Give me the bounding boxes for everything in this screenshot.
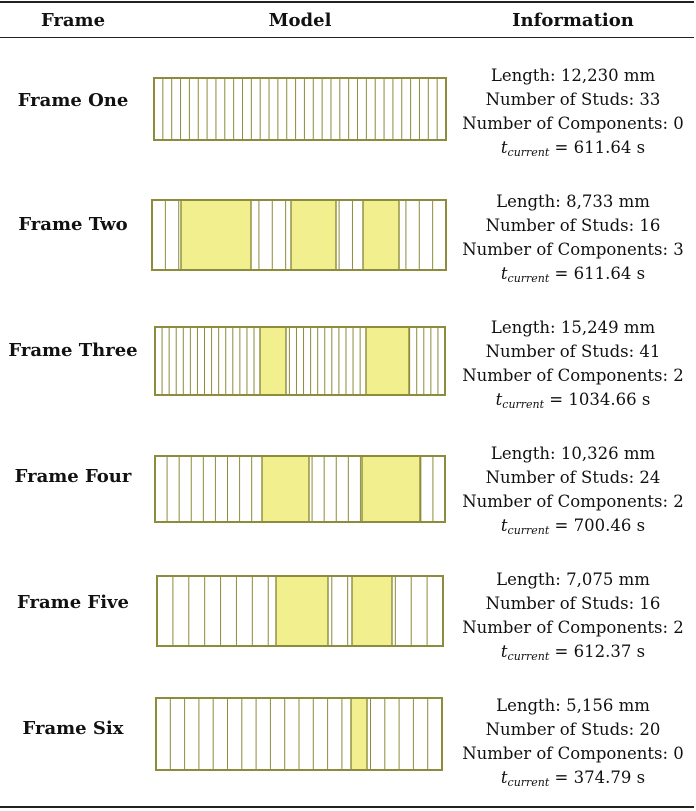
info-studs: Number of Studs: 20 bbox=[485, 720, 661, 739]
time-subscript: current bbox=[507, 146, 550, 159]
header-rule bbox=[0, 37, 694, 38]
time-subscript: current bbox=[507, 272, 550, 285]
component-panel bbox=[352, 577, 392, 645]
info-length: Length: 15,249 mm bbox=[490, 318, 656, 337]
component-panel bbox=[362, 457, 420, 521]
time-value: 612.37 s bbox=[573, 642, 646, 661]
time-symbol: t bbox=[500, 138, 508, 157]
frame-model-drawing bbox=[153, 77, 453, 141]
frame-row bbox=[0, 46, 696, 172]
frame-name: Frame Two bbox=[18, 214, 128, 235]
frame-row bbox=[0, 550, 696, 676]
time-equals: = bbox=[544, 390, 569, 409]
time-subscript: current bbox=[507, 524, 550, 537]
frame-name: Frame One bbox=[17, 90, 129, 111]
frame-model-drawing bbox=[151, 199, 451, 271]
frame-model-drawing bbox=[154, 455, 454, 523]
time-value: 611.64 s bbox=[573, 138, 646, 157]
frame-information bbox=[455, 694, 691, 795]
frame-model-drawing bbox=[155, 697, 455, 771]
info-time bbox=[455, 766, 691, 795]
time-equals: = bbox=[549, 138, 574, 157]
time-value: 374.79 s bbox=[573, 768, 646, 787]
info-time bbox=[455, 136, 691, 165]
component-panel bbox=[181, 201, 251, 269]
frame-model-svg bbox=[153, 77, 447, 141]
frame-model-drawing bbox=[154, 326, 454, 396]
info-length: Length: 10,326 mm bbox=[490, 444, 656, 463]
time-equals: = bbox=[549, 516, 574, 535]
frame-row bbox=[0, 676, 696, 802]
info-studs: Number of Studs: 41 bbox=[485, 342, 661, 361]
top-rule bbox=[0, 1, 694, 3]
time-equals: = bbox=[549, 768, 574, 787]
info-length: Length: 8,733 mm bbox=[496, 192, 650, 211]
time-value: 1034.66 s bbox=[568, 390, 651, 409]
bottom-rule bbox=[0, 806, 694, 808]
time-equals: = bbox=[549, 642, 574, 661]
component-panel bbox=[351, 699, 367, 769]
time-equals: = bbox=[549, 264, 574, 283]
frame-model-svg bbox=[154, 455, 446, 523]
frame-row bbox=[0, 424, 696, 550]
time-value: 700.46 s bbox=[573, 516, 646, 535]
info-components: Number of Components: 0 bbox=[462, 114, 684, 133]
info-length: Length: 7,075 mm bbox=[496, 570, 650, 589]
frame-name: Frame Six bbox=[22, 718, 124, 739]
info-time bbox=[455, 640, 691, 669]
frame-model-svg bbox=[154, 326, 446, 396]
frame-row bbox=[0, 172, 696, 298]
component-panel bbox=[291, 201, 336, 269]
frame-model-svg bbox=[155, 697, 443, 771]
frame-model-svg bbox=[151, 199, 447, 271]
info-studs: Number of Studs: 24 bbox=[485, 468, 661, 487]
component-panel bbox=[260, 328, 286, 394]
time-subscript: current bbox=[507, 650, 550, 663]
time-subscript: current bbox=[507, 776, 550, 789]
info-studs: Number of Studs: 33 bbox=[485, 90, 661, 109]
info-time bbox=[455, 262, 691, 291]
component-panel bbox=[366, 328, 409, 394]
frame-name: Frame Five bbox=[17, 592, 129, 613]
time-value: 611.64 s bbox=[573, 264, 646, 283]
info-length: Length: 5,156 mm bbox=[496, 696, 650, 715]
frame-information bbox=[455, 190, 691, 291]
header-model: Model bbox=[268, 10, 332, 31]
frame-information bbox=[455, 64, 691, 165]
component-panel bbox=[276, 577, 328, 645]
time-symbol: t bbox=[500, 642, 508, 661]
frame-row bbox=[0, 298, 696, 424]
frame-name: Frame Three bbox=[8, 340, 138, 361]
frame-name: Frame Four bbox=[14, 466, 132, 487]
info-studs: Number of Studs: 16 bbox=[485, 216, 661, 235]
frame-information bbox=[455, 442, 691, 543]
header-information: Information bbox=[512, 10, 634, 31]
time-subscript: current bbox=[502, 398, 545, 411]
info-studs: Number of Studs: 16 bbox=[485, 594, 661, 613]
info-time bbox=[455, 388, 691, 417]
info-components: Number of Components: 2 bbox=[462, 618, 684, 637]
info-components: Number of Components: 2 bbox=[462, 492, 684, 511]
frame-information bbox=[455, 316, 691, 417]
frame-model-svg bbox=[156, 575, 444, 647]
component-panel bbox=[363, 201, 399, 269]
frame-information bbox=[455, 568, 691, 669]
component-panel bbox=[262, 457, 309, 521]
time-symbol: t bbox=[500, 768, 508, 787]
header-frame: Frame bbox=[40, 10, 106, 31]
info-components: Number of Components: 2 bbox=[462, 366, 684, 385]
info-time bbox=[455, 514, 691, 543]
time-symbol: t bbox=[500, 264, 508, 283]
info-components: Number of Components: 3 bbox=[462, 240, 684, 259]
time-symbol: t bbox=[500, 516, 508, 535]
frame-model-drawing bbox=[156, 575, 456, 647]
info-length: Length: 12,230 mm bbox=[490, 66, 656, 85]
time-symbol: t bbox=[495, 390, 503, 409]
info-components: Number of Components: 0 bbox=[462, 744, 684, 763]
